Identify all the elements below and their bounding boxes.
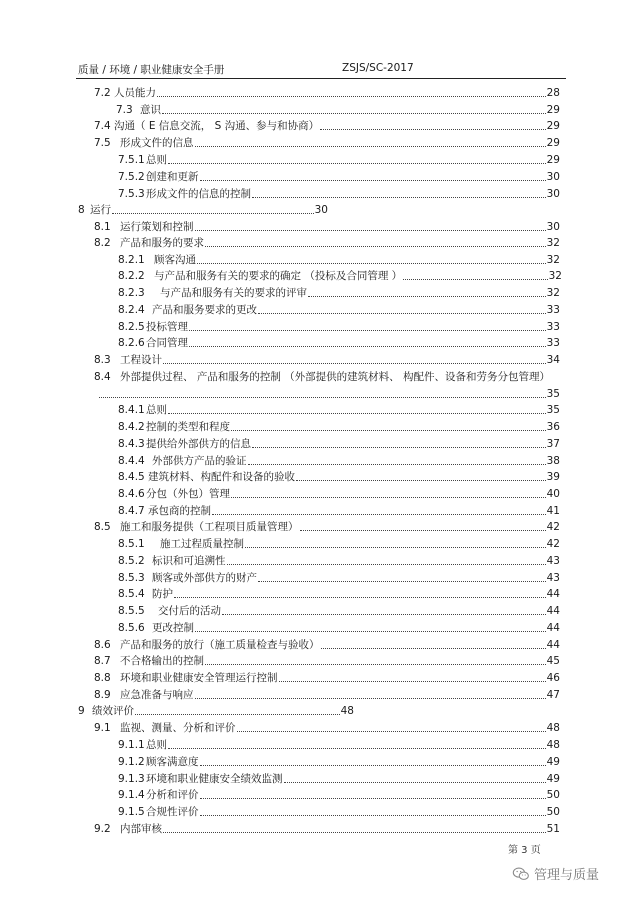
- toc-entry[interactable]: [118, 770, 560, 786]
- toc-page: 32: [548, 270, 562, 282]
- toc-leader: [258, 571, 546, 582]
- toc-leader: [168, 738, 546, 749]
- toc-number: 8.6: [94, 639, 111, 651]
- toc-page: 40: [546, 488, 560, 500]
- toc-leader: [320, 119, 545, 130]
- toc-page: 30: [546, 221, 560, 233]
- toc-page: 32: [546, 237, 560, 249]
- toc-number: 8.2.3: [118, 287, 145, 299]
- toc-leader: [321, 638, 546, 649]
- toc-leader: [252, 437, 546, 448]
- toc-number: 8.2: [94, 237, 111, 249]
- toc-number: 9.1.4: [118, 789, 145, 801]
- toc-page: 33: [546, 321, 560, 333]
- toc-leader: [195, 136, 546, 147]
- toc-page: 44: [546, 639, 560, 651]
- toc-page: 32: [546, 254, 560, 266]
- toc-page: 48: [340, 705, 354, 717]
- toc-leader: [403, 269, 547, 280]
- toc-leader: [197, 253, 546, 264]
- toc-page: 46: [546, 672, 560, 684]
- toc-entry[interactable]: [118, 435, 560, 451]
- toc-title: 产品和服务要求的更改: [152, 304, 257, 316]
- toc-title: 意识: [140, 104, 161, 116]
- toc-entry[interactable]: [94, 636, 560, 652]
- toc-entry[interactable]: [94, 719, 560, 735]
- toc-page: 50: [546, 789, 560, 801]
- toc-title: 环境和职业健康安全绩效监测: [146, 773, 283, 785]
- toc-leader: [200, 170, 546, 181]
- toc-entry[interactable]: [118, 753, 560, 769]
- toc-entry[interactable]: [118, 535, 560, 551]
- toc-title: 形成文件的信息: [120, 137, 194, 149]
- toc-page: 47: [546, 689, 560, 701]
- toc-title: 监视、测量、分析和评价: [120, 722, 236, 734]
- toc-page: 45: [546, 655, 560, 667]
- toc-entry[interactable]: [118, 736, 560, 752]
- toc-entry[interactable]: [118, 502, 560, 518]
- toc-leader: [168, 403, 546, 414]
- toc-title: 运行: [90, 204, 111, 216]
- toc-page: 38: [546, 455, 560, 467]
- toc-number: 8.5: [94, 521, 111, 533]
- toc-number: 8.4.4: [118, 455, 145, 467]
- toc-entry[interactable]: [94, 368, 560, 384]
- toc-page: 44: [546, 605, 560, 617]
- toc-leader: [195, 688, 546, 699]
- toc-entry[interactable]: [118, 251, 560, 267]
- toc-page: 48: [546, 722, 560, 734]
- wechat-icon: [512, 867, 530, 881]
- toc-entry[interactable]: [94, 652, 560, 668]
- toc-number: 8.4.2: [118, 421, 145, 433]
- toc-leader: [168, 153, 546, 164]
- toc-page: 32: [546, 287, 560, 299]
- toc-number: 8.4.6: [118, 488, 145, 500]
- toc-page: 29: [546, 154, 560, 166]
- toc-leader: [195, 220, 546, 231]
- toc-leader: [245, 537, 546, 548]
- toc-number: 8.5.3: [118, 572, 145, 584]
- toc-leader: [205, 236, 546, 247]
- toc-page: 29: [546, 104, 560, 116]
- toc-page: 44: [546, 588, 560, 600]
- toc-leader: [248, 454, 546, 465]
- toc-title: 应急准备与响应: [120, 689, 194, 701]
- toc-leader: [200, 788, 546, 799]
- toc-page: 29: [546, 137, 560, 149]
- toc-entry[interactable]: [118, 602, 560, 618]
- toc-page: 35: [546, 404, 560, 416]
- toc-page: 30: [314, 204, 328, 216]
- toc-title: 交付后的活动: [158, 605, 221, 617]
- toc-title: 形成文件的信息的控制: [146, 188, 251, 200]
- toc-page: 37: [546, 438, 560, 450]
- toc-page: 41: [546, 505, 560, 517]
- toc-number: 8.2.1: [118, 254, 145, 266]
- toc-entry[interactable]: [78, 201, 328, 217]
- toc-title: 投标管理: [146, 321, 188, 333]
- toc-page: 44: [546, 622, 560, 634]
- toc-number: 9: [78, 705, 85, 717]
- toc-title: 提供给外部供方的信息: [146, 438, 251, 450]
- toc-number: 8.4.5: [118, 471, 145, 483]
- toc-title: 承包商的控制: [148, 505, 211, 517]
- toc-entry[interactable]: [118, 267, 562, 283]
- toc-number: 8.9: [94, 689, 111, 701]
- toc-entry[interactable]: [94, 518, 560, 534]
- toc-number: 8.5.4: [118, 588, 145, 600]
- toc-leader: [162, 103, 546, 114]
- toc-number: 7.4: [94, 120, 111, 132]
- toc-title: 与产品和服务有关的要求的确定 （投标及合同管理 ）: [154, 270, 403, 282]
- toc-leader: [222, 604, 546, 615]
- toc-number: 9.1.1: [118, 739, 145, 751]
- toc-leader: [296, 470, 546, 481]
- header-doc-code: ZSJS/SC-2017: [342, 62, 414, 74]
- toc-title: 外部提供过程、 产品和服务的控制 （外部提供的建筑材料、 构配件、设备和劳务分包管理）: [120, 371, 551, 383]
- toc-title: 总则: [146, 154, 167, 166]
- toc-title: 顾客或外部供方的财产: [152, 572, 257, 584]
- toc-entry[interactable]: [118, 468, 560, 484]
- toc-title: 合同管理: [146, 337, 188, 349]
- toc-number: 8.3: [94, 354, 111, 366]
- toc-number: 8.5.5: [118, 605, 145, 617]
- toc-entry[interactable]: [118, 185, 560, 201]
- toc-leader: [231, 420, 546, 431]
- toc-title: 环境和职业健康安全管理运行控制: [120, 672, 278, 684]
- toc-number: 9.1.5: [118, 806, 145, 818]
- toc-title: 与产品和服务有关的要求的评审: [160, 287, 307, 299]
- toc-leader: [212, 504, 546, 515]
- toc-number: 8.4.7: [118, 505, 145, 517]
- toc-number: 8.2.2: [118, 270, 145, 282]
- toc-entry[interactable]: [116, 101, 560, 117]
- toc-number: 7.3: [116, 104, 133, 116]
- toc-number: 7.5.3: [118, 188, 145, 200]
- toc-page: 42: [546, 521, 560, 533]
- toc-leader: [227, 554, 546, 565]
- toc-leader: [258, 303, 546, 314]
- toc-entry[interactable]: [94, 669, 560, 685]
- toc-leader: [157, 86, 546, 97]
- toc-leader: [200, 805, 546, 816]
- toc-number: 7.5: [94, 137, 111, 149]
- toc-title: 更改控制: [152, 622, 194, 634]
- toc-title: 控制的类型和程度: [146, 421, 230, 433]
- toc-leader: [205, 654, 546, 665]
- toc-title: 绩效评价: [92, 705, 134, 717]
- toc-title: 不合格输出的控制: [120, 655, 204, 667]
- toc-entry[interactable]: [94, 234, 560, 250]
- toc-page: 30: [546, 171, 560, 183]
- toc-title: 施工过程质量控制: [160, 538, 244, 550]
- toc-leader: [237, 721, 546, 732]
- toc-leader: [163, 353, 546, 364]
- toc-number: 8.7: [94, 655, 111, 667]
- toc-entry[interactable]: [94, 686, 560, 702]
- toc-entry[interactable]: [118, 301, 560, 317]
- toc-number: 7.5.1: [118, 154, 145, 166]
- toc-number: 8.5.2: [118, 555, 145, 567]
- toc-page: 43: [546, 555, 560, 567]
- toc-leader: [231, 487, 546, 498]
- toc-entry[interactable]: [78, 702, 354, 718]
- toc-page: 49: [546, 773, 560, 785]
- toc-title: 施工和服务提供（工程项目质量管理）: [120, 521, 299, 533]
- toc-number: 9.1.3: [118, 773, 145, 785]
- toc-leader: [200, 755, 546, 766]
- toc-title: 防护: [152, 588, 173, 600]
- toc-page: 29: [546, 120, 560, 132]
- toc-title: 沟通（ E 信息交流， S 沟通、参与和协商）: [114, 120, 320, 132]
- toc-title: 合规性评价: [146, 806, 199, 818]
- toc-entry[interactable]: [94, 351, 560, 367]
- toc-entry[interactable]: [118, 151, 560, 167]
- toc-entry[interactable]: [118, 452, 560, 468]
- toc-entry[interactable]: [94, 117, 560, 133]
- toc-page: 43: [546, 572, 560, 584]
- toc-entry[interactable]: [118, 585, 560, 601]
- toc-leader: [300, 520, 546, 531]
- toc-entry[interactable]: [118, 569, 560, 585]
- toc-number: 8.8: [94, 672, 111, 684]
- toc-title: 产品和服务的放行（施工质量检查与验收）: [120, 639, 320, 651]
- toc-number: 8: [78, 204, 85, 216]
- toc-title: 创建和更新: [146, 171, 199, 183]
- toc-number: 8.4: [94, 371, 111, 383]
- toc-leader: [284, 772, 546, 783]
- header-rule: [76, 78, 566, 79]
- toc-leader: [279, 671, 546, 682]
- toc-entry[interactable]: [118, 619, 560, 635]
- toc-title: 分包（外包）管理: [146, 488, 230, 500]
- toc-entry[interactable]: [118, 401, 560, 417]
- toc-leader: [189, 320, 546, 331]
- toc-entry[interactable]: [118, 318, 560, 334]
- toc-title: 标识和可追溯性: [152, 555, 226, 567]
- toc-page: 48: [546, 739, 560, 751]
- toc-leader: [174, 587, 546, 598]
- toc-leader: [163, 822, 546, 833]
- toc-title: 人员能力: [114, 87, 156, 99]
- toc-leader: [135, 704, 340, 715]
- toc-leader: [189, 336, 546, 347]
- toc-number: 9.1: [94, 722, 111, 734]
- toc-title: 总则: [146, 404, 167, 416]
- toc-entry[interactable]: [118, 418, 560, 434]
- toc-page: 36: [546, 421, 560, 433]
- toc-entry[interactable]: [94, 218, 560, 234]
- toc-page: 30: [546, 188, 560, 200]
- toc-title: 顾客满意度: [146, 756, 199, 768]
- header-title: 质量 / 环境 / 职业健康安全手册: [78, 64, 225, 76]
- toc-number: 8.4.1: [118, 404, 145, 416]
- toc-entry[interactable]: [118, 786, 560, 802]
- toc-number: 7.2: [94, 87, 111, 99]
- toc-title: 分析和评价: [146, 789, 199, 801]
- toc-page: 34: [546, 354, 560, 366]
- toc-page: 50: [546, 806, 560, 818]
- toc-title: 工程设计: [120, 354, 162, 366]
- toc-title: 外部供方产品的验证: [152, 455, 247, 467]
- watermark-text: 管理与质量: [534, 868, 600, 883]
- toc-entry[interactable]: [118, 552, 560, 568]
- toc-number: 8.4.3: [118, 438, 145, 450]
- toc-number: 8.2.5: [118, 321, 145, 333]
- toc-page: 51: [546, 823, 560, 835]
- toc-leader: [308, 286, 546, 297]
- toc-entry[interactable]: [118, 803, 560, 819]
- toc-entry[interactable]: [94, 84, 560, 100]
- toc-title: 产品和服务的要求: [120, 237, 204, 249]
- toc-entry-continuation: [98, 385, 560, 401]
- toc-entry[interactable]: [118, 485, 560, 501]
- toc-entry[interactable]: [118, 284, 560, 300]
- toc-number: 7.5.2: [118, 171, 145, 183]
- page-number: 第 3 页: [508, 845, 541, 856]
- toc-number: 8.5.1: [118, 538, 145, 550]
- toc-leader: [99, 387, 546, 398]
- toc-leader: [112, 203, 314, 214]
- toc-number: 8.5.6: [118, 622, 145, 634]
- watermark: [512, 864, 599, 883]
- toc-number: 9.2: [94, 823, 111, 835]
- toc-page: 33: [546, 337, 560, 349]
- toc-title: 建筑材料、构配件和设备的验收: [148, 471, 295, 483]
- toc-number: 8.1: [94, 221, 111, 233]
- toc-entry[interactable]: [118, 334, 560, 350]
- toc-title: 运行策划和控制: [120, 221, 194, 233]
- toc-page: 35: [546, 388, 560, 400]
- toc-title: 总则: [146, 739, 167, 751]
- toc-title: 内部审核: [120, 823, 162, 835]
- toc-leader: [195, 621, 546, 632]
- toc-leader: [252, 187, 546, 198]
- toc-entry[interactable]: [94, 820, 560, 836]
- toc-page: 42: [546, 538, 560, 550]
- toc-title: 顾客沟通: [154, 254, 196, 266]
- toc-number: 8.2.6: [118, 337, 145, 349]
- toc-entry[interactable]: [118, 168, 560, 184]
- toc-number: 9.1.2: [118, 756, 145, 768]
- toc-entry[interactable]: [94, 134, 560, 150]
- toc-page: 49: [546, 756, 560, 768]
- toc-page: 28: [546, 87, 560, 99]
- toc-page: 33: [546, 304, 560, 316]
- toc-page: 39: [546, 471, 560, 483]
- toc-number: 8.2.4: [118, 304, 145, 316]
